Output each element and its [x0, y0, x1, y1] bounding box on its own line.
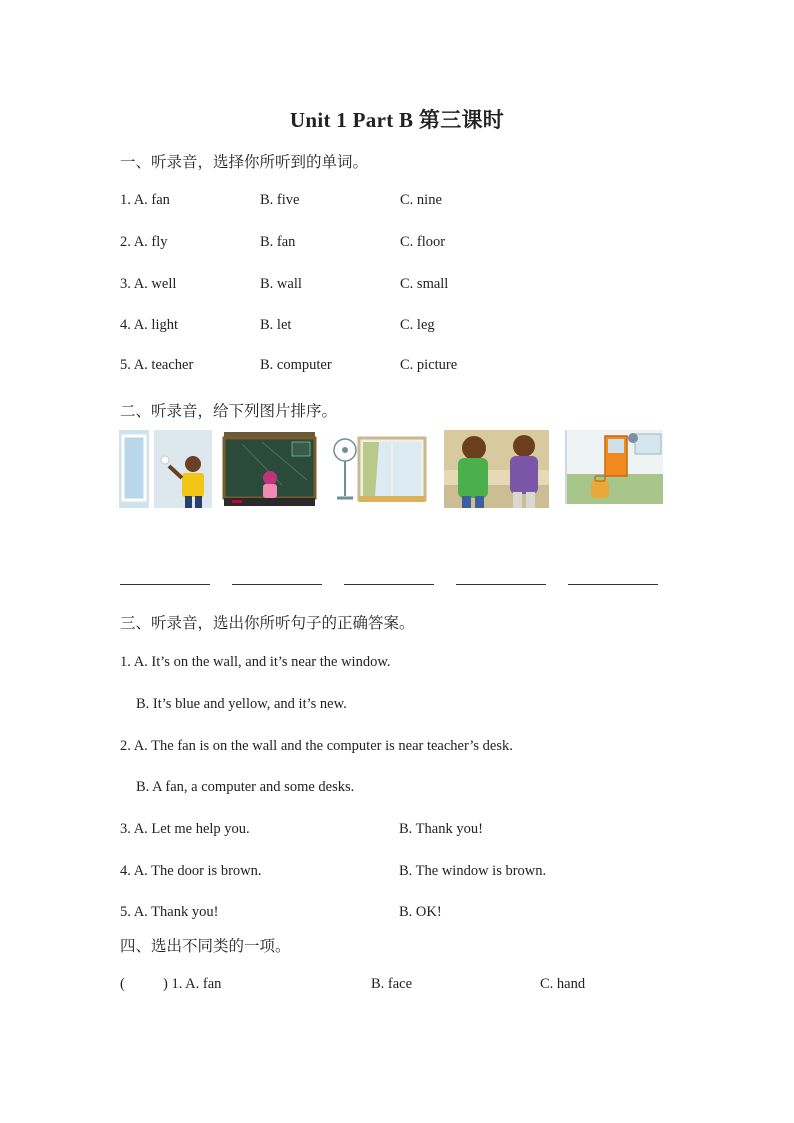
classroom-door-bag-picture: [565, 430, 663, 504]
question-option[interactable]: 5. A. Thank you!: [120, 904, 219, 920]
answer-blank[interactable]: [568, 584, 658, 585]
question-option[interactable]: ) 1. A. fan: [163, 976, 222, 992]
option-a[interactable]: 4. A. light: [120, 317, 179, 333]
question-option[interactable]: 2. A. The fan is on the wall and the computer is near teacher’s desk.: [120, 738, 513, 754]
option-a[interactable]: 2. A. fly: [120, 234, 168, 250]
option-b[interactable]: B. five: [260, 192, 300, 208]
option-b[interactable]: B. wall: [260, 276, 302, 292]
girl-at-blackboard-picture: [222, 430, 317, 508]
question-option[interactable]: 3. A. Let me help you.: [120, 821, 250, 837]
question-option[interactable]: B. face: [371, 976, 413, 992]
option-a[interactable]: 3. A. well: [120, 276, 177, 292]
question-option[interactable]: B. A fan, a computer and some desks.: [136, 779, 355, 795]
question-option[interactable]: 1. A. It’s on the wall, and it’s near the window.: [120, 654, 391, 670]
answer-blank[interactable]: [232, 584, 322, 585]
option-a[interactable]: 1. A. fan: [120, 192, 170, 208]
option-c[interactable]: C. leg: [400, 317, 435, 333]
question-option[interactable]: B. OK!: [399, 904, 442, 920]
boy-cleaning-window-picture: [119, 430, 212, 508]
page-title: Unit 1 Part B 第三课时: [289, 108, 505, 132]
option-b[interactable]: B. computer: [260, 357, 332, 373]
section2-heading: 二、听录音，给下列图片排序。: [120, 403, 338, 420]
answer-blank[interactable]: [120, 584, 210, 585]
section1-heading: 一、听录音，选择你所听到的单词。: [120, 154, 369, 171]
fan-and-window-picture: [329, 430, 427, 505]
section3-heading: 三、听录音，选出你所听句子的正确答案。: [120, 615, 415, 632]
option-a[interactable]: 5. A. teacher: [120, 357, 194, 373]
option-c[interactable]: C. nine: [400, 192, 442, 208]
question-option[interactable]: B. It’s blue and yellow, and it’s new.: [136, 696, 347, 712]
section4-heading: 四、选出不同类的一项。: [120, 938, 291, 955]
two-boys-talking-picture: [444, 430, 549, 508]
answer-paren-open[interactable]: (: [120, 976, 125, 992]
answer-blank[interactable]: [344, 584, 434, 585]
question-option[interactable]: B. The window is brown.: [399, 863, 547, 879]
option-b[interactable]: B. fan: [260, 234, 296, 250]
answer-blank[interactable]: [456, 584, 546, 585]
option-b[interactable]: B. let: [260, 317, 292, 333]
question-option[interactable]: 4. A. The door is brown.: [120, 863, 262, 879]
option-c[interactable]: C. small: [400, 276, 449, 292]
question-option[interactable]: B. Thank you!: [399, 821, 483, 837]
question-option[interactable]: C. hand: [540, 976, 586, 992]
option-c[interactable]: C. picture: [400, 357, 458, 373]
option-c[interactable]: C. floor: [400, 234, 446, 250]
